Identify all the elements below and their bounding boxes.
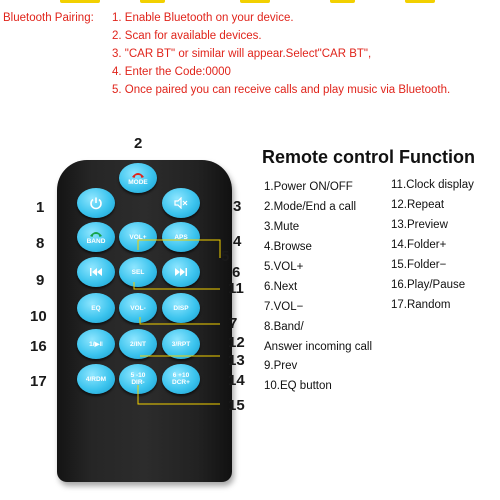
callout-15: 15 <box>228 397 245 414</box>
callout-3: 3 <box>233 198 242 215</box>
function-item-4: 4.Browse <box>264 241 312 253</box>
pointer-line-7 <box>140 317 220 324</box>
pointer-line-15 <box>138 385 220 404</box>
pointer-line-11 <box>134 282 220 289</box>
callout-10: 10 <box>30 308 47 325</box>
bluetooth-pairing-label: Bluetooth Pairing: <box>3 12 94 24</box>
vol-plus-label: VOL+ <box>129 233 147 241</box>
bt-step-3: 3. "CAR BT" or similar will appear.Select"CAR BT", <box>112 48 372 60</box>
function-item-15: 15.Folder− <box>391 259 447 271</box>
vol-minus-label: VOL- <box>130 304 146 312</box>
callout-5: 5 <box>221 248 230 265</box>
callout-7: 7 <box>229 315 238 332</box>
function-item-1: 1.Power ON/OFF <box>264 181 353 193</box>
callout-14: 14 <box>228 372 245 389</box>
sel-label: SEL <box>131 268 145 276</box>
mode-label: MODE <box>128 178 148 186</box>
bt-step-5: 5. Once paired you can receive calls and play music via Bluetooth. <box>112 84 451 96</box>
callout-16: 16 <box>30 338 47 355</box>
function-item-2: 2.Mode/End a call <box>264 201 357 213</box>
rdm-label: 4/RDM <box>85 375 107 383</box>
int-label: 2/INT <box>130 340 146 348</box>
dir-minus-top: 5 -10 <box>130 372 146 379</box>
callout-13: 13 <box>228 352 245 369</box>
function-item-5: 5.VOL+ <box>264 261 304 273</box>
function-item-9: 9.Prev <box>264 360 298 372</box>
function-item-14: 14.Folder+ <box>391 239 447 251</box>
remote-function-title: Remote control Function <box>262 147 475 167</box>
callout-17: 17 <box>30 373 47 390</box>
callout-6: 6 <box>232 264 241 281</box>
function-item-11: 11.Clock display <box>391 179 474 191</box>
dir-minus-bottom: DIR- <box>131 379 145 386</box>
bt-step-4: 4. Enter the Code:0000 <box>112 66 231 78</box>
callout-9: 9 <box>36 272 45 289</box>
dcr-plus-bottom: DCR+ <box>172 379 190 386</box>
function-item-3: 3.Mute <box>264 221 300 233</box>
bt-step-2: 2. Scan for available devices. <box>112 30 262 42</box>
function-item-13: 13.Preview <box>391 219 448 231</box>
callout-1: 1 <box>36 199 45 216</box>
function-item-12: 12.Repeat <box>391 199 445 211</box>
callout-8: 8 <box>36 235 45 252</box>
function-item-16: 16.Play/Pause <box>391 279 466 291</box>
dcr-plus-top: 6 +10 <box>172 372 190 379</box>
function-item-8-cont: Answer incoming call <box>264 341 373 353</box>
rpt-label: 3/RPT <box>171 340 191 348</box>
band-label: BAND <box>86 237 106 245</box>
pointer-line-5 <box>138 240 220 258</box>
disp-label: DISP <box>173 304 189 312</box>
aps-label: APS <box>174 233 188 241</box>
callout-11: 11 <box>228 280 244 297</box>
bt-step-1: 1. Enable Bluetooth on your device. <box>112 12 294 24</box>
eq-label: EQ <box>91 304 101 312</box>
function-item-10: 10.EQ button <box>264 380 332 392</box>
function-item-6: 6.Next <box>264 281 298 293</box>
function-item-7: 7.VOL− <box>264 301 304 313</box>
play-pause-label: 1/▶‖ <box>89 340 103 348</box>
function-item-17: 17.Random <box>391 299 451 311</box>
callout-12: 12 <box>228 334 245 351</box>
callout-4: 4 <box>233 233 242 250</box>
callout-2: 2 <box>134 135 143 152</box>
function-item-8: 8.Band/ <box>264 321 304 333</box>
